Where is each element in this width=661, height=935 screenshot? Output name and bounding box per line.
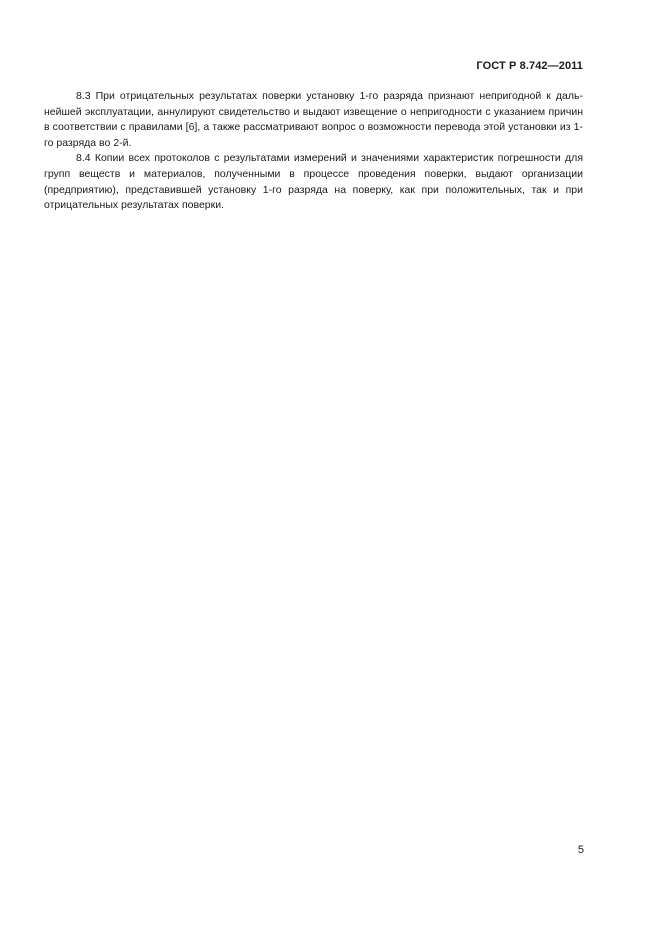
- document-code-header: ГОСТ Р 8.742—2011: [476, 60, 583, 72]
- paragraph-8-3: 8.3 При отрицательных результатах поверки установку 1-го разряда признают непригодной к дальнейшей эксплуатации, аннулируют свидетельство и выдают извещение о непригодности с указанием причин в соответствии с правилами [6], а также рассматривают вопрос о возможности перевода этой установки из 1-го разряда во 2-й.: [44, 90, 583, 149]
- page-number: 5: [577, 844, 584, 856]
- paragraph-8-4: 8.4 Копии всех протоколов с результатами измерений и значениями характеристик погрешности для групп веществ и материалов, полученными в процессе проведения поверки, выдают организации (предприятию), представившей установку 1-го разряда на поверку, как при положительных, так и при отрицательных результатах поверки.: [44, 152, 583, 212]
- document-body: [44, 89, 583, 214]
